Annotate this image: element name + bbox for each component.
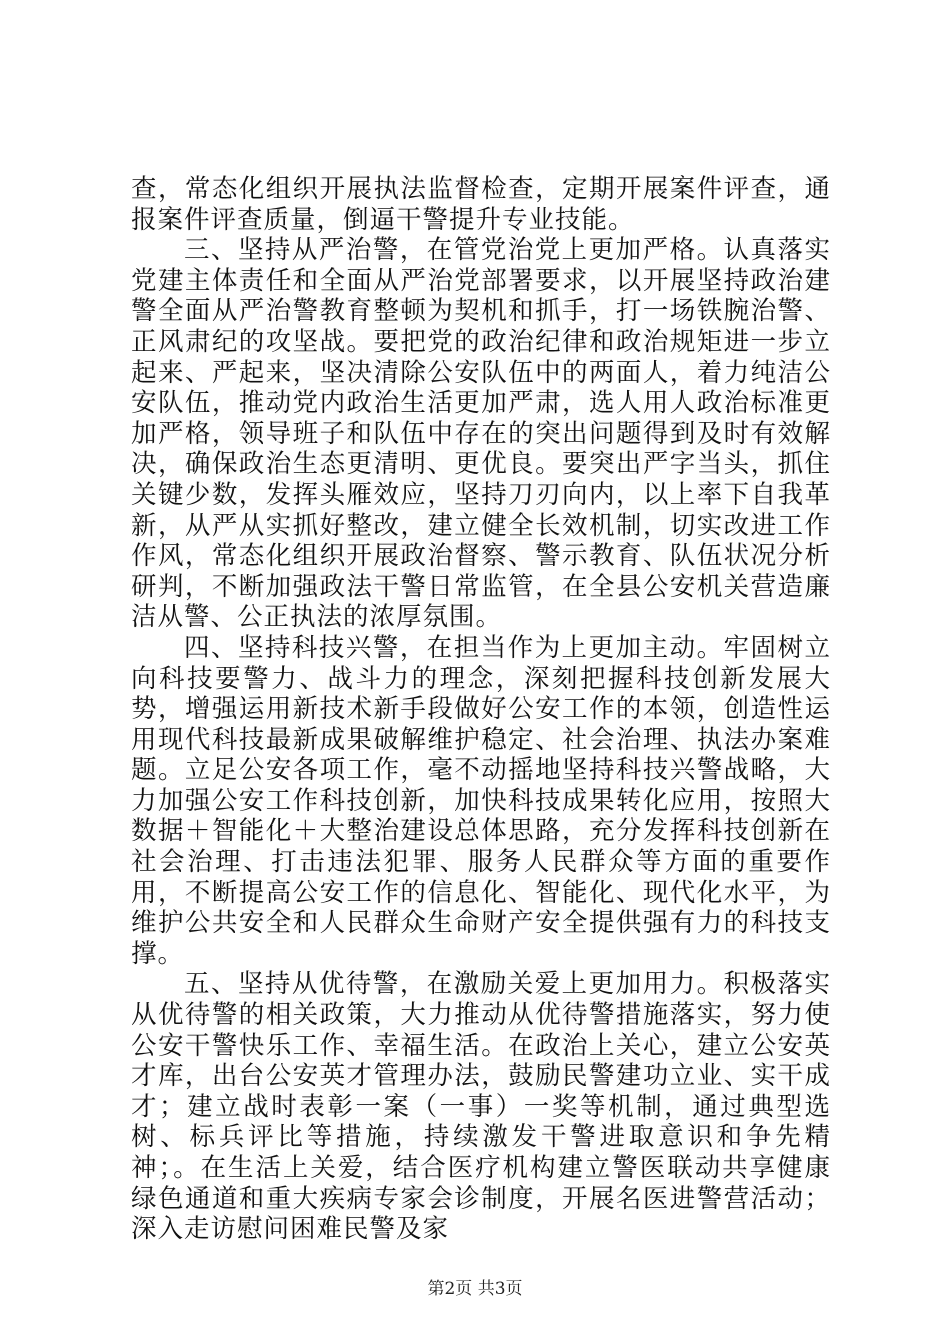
paragraph-continuation: 查，常态化组织开展执法监督检查，定期开展案件评查，通报案件评查质量，倒逼干警提升专业技能。 — [131, 174, 831, 235]
document-body — [131, 174, 831, 1245]
paragraph-section-5: 五、坚持从优待警，在激励关爱上更加用力。积极落实从优待警的相关政策，大力推动从优待警措施落实，努力使公安干警快乐工作、幸福生活。在政治上关心，建立公安英才库，出台公安英才管理办法，鼓励民警建功立业、实干成才；建立战时表彰一案（一事）一奖等机制，通过典型选树、标兵评比等措施，持续激发干警进取意识和争先精神；。在生活上关爱，结合医疗机构建立警医联动共享健康绿色通道和重大疾病专家会诊制度，开展名医进警营活动；深入走访慰问困难民警及家 — [131, 969, 831, 1245]
page-number-footer: 第2页 共3页 — [427, 1279, 523, 1299]
paragraph-section-4: 四、坚持科技兴警，在担当作为上更加主动。牢固树立向科技要警力、战斗力的理念，深刻把握科技创新发展大势，增强运用新技术新手段做好公安工作的本领，创造性运用现代科技最新成果破解维护稳定、社会治理、执法办案难题。立足公安各项工作，毫不动摇地坚持科技兴警战略，大力加强公安工作科技创新，加快科技成果转化应用，按照大数据＋智能化＋大整治建设总体思路，充分发挥科技创新在社会治理、打击违法犯罪、服务人民群众等方面的重要作用，不断提高公安工作的信息化、智能化、现代化水平，为维护公共安全和人民群众生命财产安全提供强有力的科技支撑。 — [131, 632, 831, 969]
paragraph-section-3: 三、坚持从严治警，在管党治党上更加严格。认真落实党建主体责任和全面从严治党部署要求，以开展坚持政治建警全面从严治警教育整顿为契机和抓手，打一场铁腕治警、正风肃纪的攻坚战。要把党的政治纪律和政治规矩进一步立起来、严起来，坚决清除公安队伍中的两面人，着力纯洁公安队伍，推动党内政治生活更加严肃，选人用人政治标准更加严格，领导班子和队伍中存在的突出问题得到及时有效解决，确保政治生态更清明、更优良。要突出严字当头，抓住关键少数，发挥头雁效应，坚持刀刃向内，以上率下自我革新，从严从实抓好整改，建立健全长效机制，切实改进工作作风，常态化组织开展政治督察、警示教育、队伍状况分析研判，不断加强政法干警日常监管，在全县公安机关营造廉洁从警、公正执法的浓厚氛围。 — [131, 235, 831, 633]
